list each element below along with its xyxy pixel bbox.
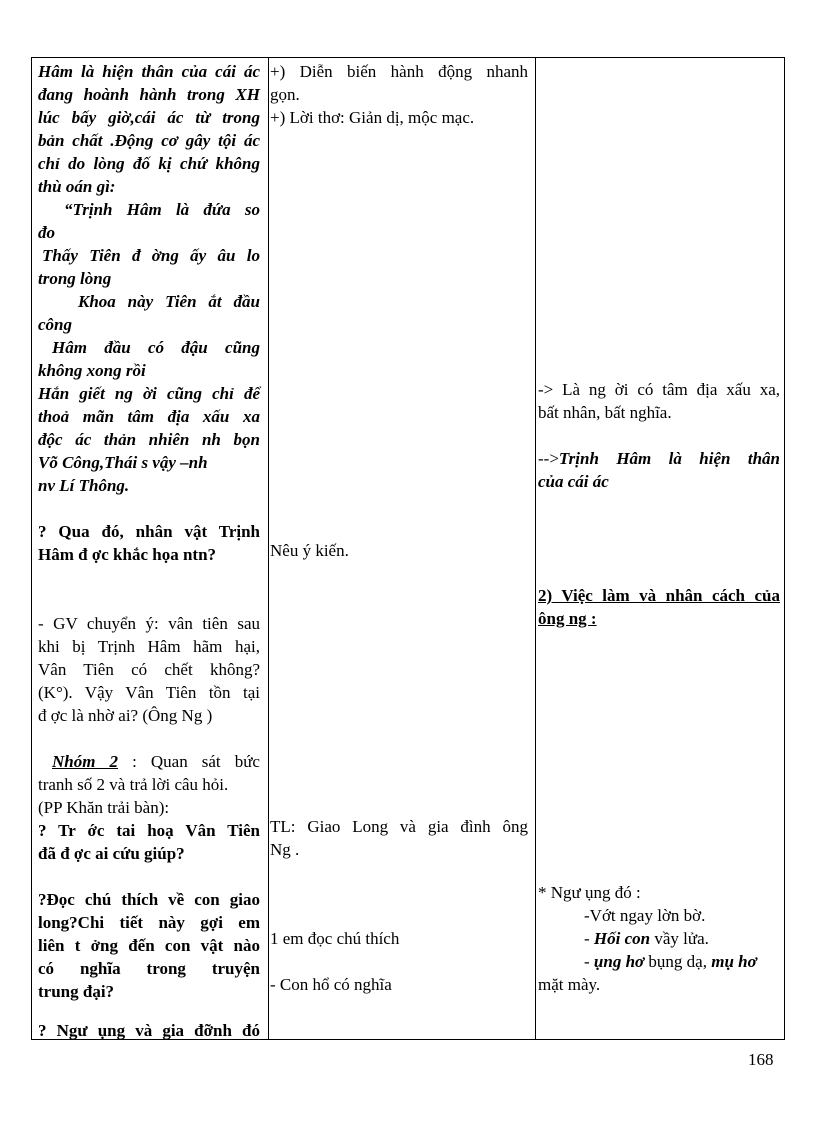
text-line: Hâm là hiện thân của cái ác: [38, 62, 260, 81]
page-number: 168: [748, 1050, 774, 1069]
emphasis: ụng hơ: [593, 952, 645, 971]
text-line: bất nhân, bất nghĩa.: [538, 403, 672, 422]
poem-line: Thấy Tiên đ ờng ấy âu lo: [42, 246, 260, 265]
text-line: bản chất .Động cơ gây tội ác: [38, 131, 260, 150]
text-line: mặt mày.: [538, 975, 601, 994]
answer-line: Nêu ý kiến.: [270, 541, 349, 560]
question-line: có nghĩa trong truyện: [38, 959, 260, 978]
column-divider: [268, 58, 269, 1039]
text-line: -> Là ng ời có tâm địa xấu xa,: [538, 380, 780, 399]
text-line: +) Lời thơ: Giản dị, mộc mạc.: [270, 108, 475, 127]
emphasis: Hối con: [593, 929, 651, 948]
poem-line: “Trịnh Hâm là đứa so: [64, 200, 260, 219]
emphasis: Trịnh Hâm là hiện thân: [558, 449, 780, 468]
column-divider: [535, 58, 536, 1039]
text-line: - GV chuyển ý: vân tiên sau: [38, 614, 260, 633]
question-line: ?Đọc chú thích về con giao: [38, 890, 260, 909]
text-line: (PP Khăn trải bàn):: [38, 798, 170, 817]
text-line: thù oán gì:: [38, 177, 116, 196]
group-label: Nhóm 2: [52, 752, 119, 771]
student-column: [270, 58, 528, 1039]
poem-line: trong lòng: [38, 269, 112, 288]
text-line: [538, 447, 780, 470]
text-line: chỉ do lòng đố kị chứ không: [38, 154, 260, 173]
question-line: đã đ ợc ai cứu giúp?: [38, 844, 185, 863]
group-instruction: : Quan sát bức: [118, 752, 260, 771]
text-line: thoả mãn tâm địa xấu xa: [38, 407, 260, 426]
text-line: đ ợc là nhờ ai? (Ông Ng ): [38, 706, 213, 725]
text-line: Hắn giết ng ời cũng chỉ để: [38, 384, 260, 403]
question-line: liên t ởng đến con vật nào: [38, 936, 260, 955]
text-line: khi bị Trịnh Hâm hãm hại,: [38, 637, 260, 656]
question-line: ? Tr ớc tai hoạ Vân Tiên: [38, 821, 260, 840]
text-line: (K°). Vậy Vân Tiên tồn tại: [38, 683, 260, 702]
text-line: lúc bấy giờ,cái ác từ trong: [38, 108, 260, 127]
text-line: độc ác thản nhiên nh bọn: [38, 430, 260, 449]
section-heading: 2) Việc làm và nhân cách của: [538, 586, 780, 605]
text-line: +) Diễn biến hành động nhanh: [270, 62, 528, 81]
poem-line: không xong rồi: [38, 361, 146, 380]
question-line: Hâm đ ợc khắc họa ntn?: [38, 545, 217, 564]
poem-line: công: [38, 315, 72, 334]
text-line: * Ngư ụng đó :: [538, 883, 641, 902]
section-heading: ông ng :: [538, 609, 597, 628]
notes-column: [538, 58, 780, 1039]
poem-line: Hâm đầu có đậu cũng: [52, 338, 260, 357]
text-line: - ụng hơ bụng dạ, mụ hơ: [584, 952, 757, 971]
text-line: -Vớt ngay lờn bờ.: [584, 906, 706, 925]
question-line: long?Chi tiết này gợi em: [38, 913, 260, 932]
answer-line: 1 em đọc chú thích: [270, 929, 400, 948]
group-heading: [52, 750, 260, 773]
teacher-column: [38, 58, 260, 1039]
text-line: Võ Công,Thái s vậy –nh: [38, 453, 208, 472]
poem-line: Khoa này Tiên ắt đầu: [78, 292, 260, 311]
answer-line: Ng .: [270, 840, 300, 859]
answer-line: - Con hổ có nghĩa: [270, 975, 392, 994]
text-line: nv Lí Thông.: [38, 476, 130, 495]
poem-line: đo: [38, 223, 55, 242]
emphasis: mụ hơ: [711, 952, 757, 971]
text-line: - Hối con vầy lửa.: [584, 929, 709, 948]
text-line: tranh số 2 và trả lời câu hỏi.: [38, 775, 229, 794]
question-line: ? Ngư ụng và gia đỡnh đó: [38, 1021, 260, 1040]
answer-line: TL: Giao Long và gia đình ông: [270, 817, 528, 836]
question-line: trung đại?: [38, 982, 115, 1001]
text-line: đang hoành hành trong XH: [38, 85, 260, 104]
lesson-table: [31, 57, 785, 1040]
question-line: ? Qua đó, nhân vật Trịnh: [38, 522, 260, 541]
text-line: của cái ác: [538, 472, 609, 491]
text-line: Vân Tiên có chết không?: [38, 660, 260, 679]
arrow-prefix: -->: [538, 449, 559, 468]
text-line: gọn.: [270, 85, 300, 104]
